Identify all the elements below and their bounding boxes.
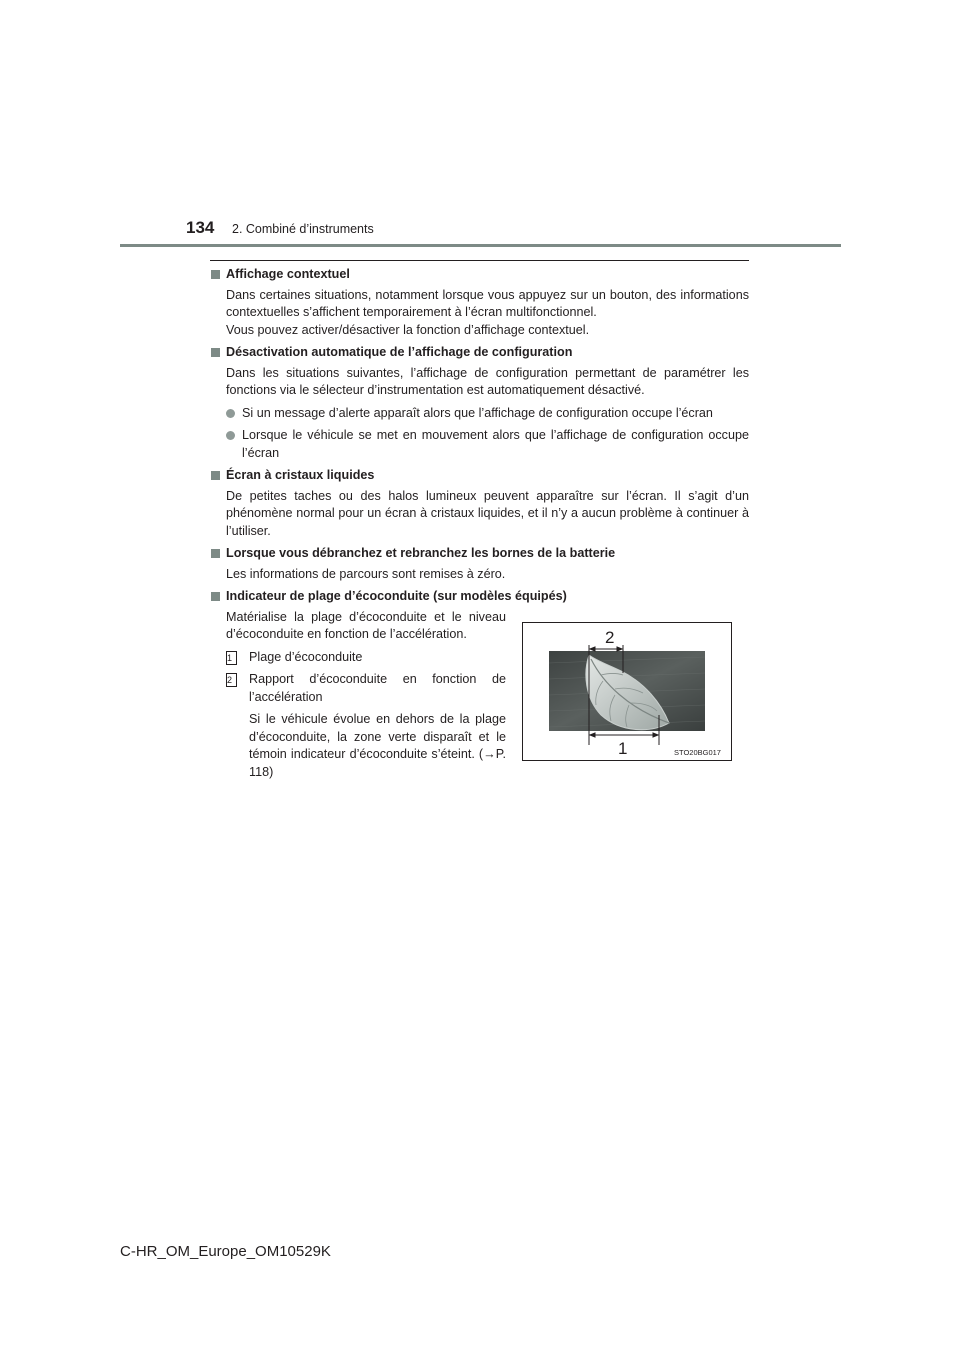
square-bullet-icon <box>211 348 220 357</box>
numbered-item <box>226 671 506 706</box>
numbered-item-text: Rapport d’écoconduite en fonction de l’accélération <box>249 672 506 704</box>
eco-indicator-text <box>226 609 506 782</box>
square-bullet-icon <box>211 549 220 558</box>
number-badge: 2 <box>226 673 237 687</box>
section-ecran-cristaux-liquides <box>210 467 749 540</box>
arrow-head-icon <box>617 647 622 651</box>
eco-leaf-icon <box>523 623 731 760</box>
arrow-head-icon <box>590 647 595 651</box>
section-affichage-contextuel <box>210 266 749 339</box>
section-title-text: Indicateur de plage d’écoconduite (sur modèles équipés) <box>226 589 567 603</box>
paragraph: Les informations de parcours sont remises à zéro. <box>226 566 506 581</box>
paragraph: De petites taches ou des halos lumineux peuvent apparaître sur l’écran. Il s’agit d’un phénomène normal pour un écran à cristaux liquides, et il n’y a aucun problème à continuer à l’utiliser. <box>226 488 749 538</box>
square-bullet-icon <box>211 471 220 480</box>
section-desactivation-configuration <box>210 344 749 462</box>
arrow-head-icon <box>590 733 595 737</box>
chapter-title: 2. Combiné d’instruments <box>232 222 374 236</box>
content-top-rule <box>210 260 749 261</box>
section-title <box>210 344 749 362</box>
section-title-text: Lorsque vous débranchez et rebranchez les bornes de la batterie <box>226 546 616 560</box>
number-badge: 1 <box>226 651 237 665</box>
list-item <box>210 405 749 423</box>
section-title-text: Affichage contextuel <box>226 267 350 281</box>
list-item-text: Lorsque le véhicule se met en mouvement alors que l’affichage de configuration occupe l’écran <box>242 428 749 460</box>
round-bullet-icon <box>226 431 235 440</box>
page-number: 134 <box>186 218 215 237</box>
section-title <box>210 545 749 563</box>
section-title <box>210 588 749 606</box>
paragraph: Dans les situations suivantes, l’affichage de configuration permettant de paramétrer les fonctions via le sélecteur d’instrumentation est automatiquement désactivé. <box>226 365 749 397</box>
paragraph: Dans certaines situations, notamment lorsque vous appuyez sur un bouton, des informations contextuelles s’affichent temporairement à l’écran multifonctionnel. <box>226 287 749 319</box>
numbered-item <box>226 649 506 667</box>
square-bullet-icon <box>211 270 220 279</box>
section-title-text: Désactivation automatique de l’affichage de configuration <box>226 345 573 359</box>
callout-label-2: 2 <box>605 628 615 647</box>
square-bullet-icon <box>211 592 220 601</box>
section-title <box>210 266 749 284</box>
paragraph: Si le véhicule évolue en dehors de la plage d’écoconduite, la zone verte disparaît et le témoin indicateur d’écoconduite s’éteint. (→P. 118) <box>249 712 506 779</box>
section-bornes-batterie <box>210 545 749 583</box>
paragraph: Matérialise la plage d’écoconduite et le niveau d’écoconduite en fonction de l’accélération. <box>226 609 506 641</box>
paragraph: Vous pouvez activer/désactiver la fonction d’affichage contextuel. <box>226 322 590 337</box>
header-rule <box>120 244 841 247</box>
document-id: C-HR_OM_Europe_OM10529K <box>120 1243 331 1260</box>
eco-indicator-figure <box>522 622 732 761</box>
list-item <box>210 427 749 462</box>
list-item-text: Si un message d’alerte apparaît alors que l’affichage de configuration occupe l’écran <box>242 405 713 420</box>
section-title-text: Écran à cristaux liquides <box>226 468 375 482</box>
figure-code: STO20BG017 <box>674 748 721 757</box>
section-title <box>210 467 749 485</box>
callout-label-1: 1 <box>618 739 628 758</box>
page-content <box>210 266 749 804</box>
round-bullet-icon <box>226 409 235 418</box>
arrow-head-icon <box>653 733 658 737</box>
numbered-item-text: Plage d’écoconduite <box>249 649 363 664</box>
